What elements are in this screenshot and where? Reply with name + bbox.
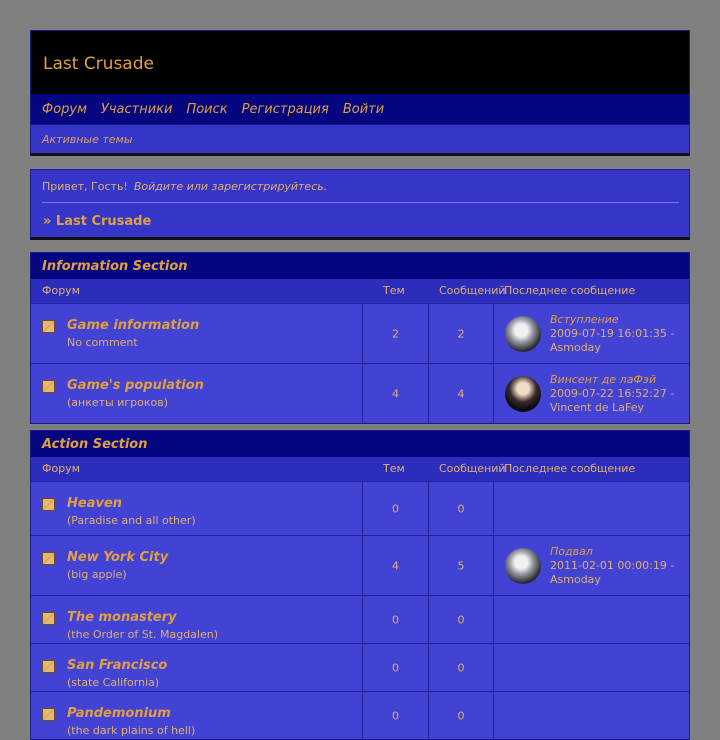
forum-envelope-icon[interactable] — [42, 380, 55, 393]
posts-count: 0 — [457, 613, 465, 626]
last-post-topic[interactable]: Винсент де лаФэй — [550, 373, 657, 386]
last-post-topic[interactable]: Вступление — [550, 313, 619, 326]
login-register-link[interactable]: Войдите или зарегистрируйтесь. — [133, 180, 328, 193]
column-headers — [31, 457, 689, 481]
col-posts: Сообщений — [439, 462, 506, 475]
posts-count: 5 — [457, 559, 465, 572]
forum-name-link[interactable]: Heaven — [67, 496, 123, 511]
topics-count: 4 — [392, 559, 399, 572]
forum-cell — [31, 304, 362, 363]
greeting-text: Привет, Гость! — [42, 180, 128, 193]
nav-search[interactable]: Поиск — [186, 101, 228, 117]
topics-count: 4 — [392, 387, 399, 400]
forum-name-link[interactable]: Game information — [67, 318, 200, 333]
posts-cell — [428, 596, 493, 643]
forum-row — [31, 303, 689, 363]
nav-register[interactable]: Регистрация — [241, 101, 329, 117]
forum-envelope-icon[interactable] — [42, 612, 55, 625]
last-post-cell — [493, 692, 691, 739]
forum-name-link[interactable]: The monastery — [67, 610, 177, 625]
topics-count: 0 — [392, 502, 399, 515]
forum-row — [31, 595, 689, 643]
last-post-date: 2009-07-22 16:52:27 - — [550, 387, 675, 400]
forum-cell — [31, 482, 362, 535]
topics-cell — [362, 304, 428, 363]
forum-row — [31, 691, 689, 739]
forum-cell — [31, 596, 362, 643]
site-header — [30, 30, 690, 94]
topics-count: 0 — [392, 661, 399, 674]
posts-cell — [428, 482, 493, 535]
forum-description: (Paradise and all other) — [67, 514, 196, 527]
forum-name-link[interactable]: Game's population — [67, 378, 204, 393]
forum-cell — [31, 536, 362, 595]
welcome-greeting — [42, 180, 327, 193]
divider — [42, 202, 679, 203]
forum-envelope-icon[interactable] — [42, 552, 55, 565]
col-last-post: Последнее сообщение — [504, 284, 636, 297]
user-avatar[interactable] — [505, 316, 541, 352]
last-post-user[interactable]: Vincent de LaFey — [550, 401, 645, 414]
posts-count: 2 — [457, 327, 465, 340]
forum-description: (big apple) — [67, 568, 127, 581]
page-container — [30, 30, 690, 737]
forum-description: No comment — [67, 336, 138, 349]
forum-description: (the Order of St. Magdalen) — [67, 628, 219, 641]
topics-cell — [362, 596, 428, 643]
last-post-user[interactable]: Asmoday — [550, 341, 601, 354]
col-topics: Тем — [383, 284, 405, 297]
last-post-cell — [493, 644, 691, 691]
posts-cell — [428, 644, 493, 691]
col-last-post: Последнее сообщение — [504, 462, 636, 475]
section-title: Action Section — [31, 431, 689, 457]
last-post-date: 2011-02-01 00:00:19 - — [550, 559, 675, 572]
topics-cell — [362, 536, 428, 595]
forum-description: (the dark plains of hell) — [67, 724, 196, 737]
posts-cell — [428, 304, 493, 363]
topics-count: 0 — [392, 613, 399, 626]
active-topics-link[interactable]: Активные темы — [42, 132, 133, 146]
last-post-meta — [550, 387, 674, 415]
last-post-meta — [550, 559, 674, 587]
welcome-box — [30, 169, 690, 240]
posts-count: 0 — [457, 502, 465, 515]
forum-envelope-icon[interactable] — [42, 320, 55, 333]
nav-login[interactable]: Войти — [342, 101, 385, 117]
posts-count: 0 — [457, 709, 465, 722]
forum-row — [31, 535, 689, 595]
forum-row — [31, 363, 689, 423]
forum-row — [31, 481, 689, 535]
last-post-meta — [550, 327, 674, 355]
user-avatar[interactable] — [505, 376, 541, 412]
site-title[interactable]: Last Crusade — [43, 54, 154, 74]
last-post-cell — [493, 536, 691, 595]
nav-users[interactable]: Участники — [100, 101, 173, 117]
forum-section — [30, 430, 690, 740]
topics-count: 0 — [392, 709, 399, 722]
forum-cell — [31, 364, 362, 423]
last-post-user[interactable]: Asmoday — [550, 573, 601, 586]
last-post-cell — [493, 304, 691, 363]
section-title: Information Section — [31, 253, 689, 279]
forum-cell — [31, 692, 362, 739]
forum-row — [31, 643, 689, 691]
col-posts: Сообщений — [439, 284, 506, 297]
topics-cell — [362, 364, 428, 423]
forum-description: (анкеты игроков) — [67, 396, 169, 409]
posts-cell — [428, 692, 493, 739]
forum-envelope-icon[interactable] — [42, 498, 55, 511]
forum-name-link[interactable]: New York City — [67, 550, 169, 565]
last-post-cell — [493, 482, 691, 535]
forum-description: (state California) — [67, 676, 160, 689]
forum-envelope-icon[interactable] — [42, 708, 55, 721]
posts-cell — [428, 536, 493, 595]
topics-cell — [362, 692, 428, 739]
forum-envelope-icon[interactable] — [42, 660, 55, 673]
forum-cell — [31, 644, 362, 691]
forum-name-link[interactable]: San Francisco — [67, 658, 168, 673]
column-headers — [31, 279, 689, 303]
user-avatar[interactable] — [505, 548, 541, 584]
posts-cell — [428, 364, 493, 423]
col-forum: Форум — [42, 462, 80, 475]
last-post-topic[interactable]: Подвал — [550, 545, 593, 558]
last-post-cell — [493, 596, 691, 643]
sub-nav — [30, 124, 690, 156]
last-post-date: 2009-07-19 16:01:35 - — [550, 327, 675, 340]
forum-name-link[interactable]: Pandemonium — [67, 706, 171, 721]
topics-cell — [362, 644, 428, 691]
col-topics: Тем — [383, 462, 405, 475]
nav-forum[interactable]: Форум — [42, 101, 87, 117]
last-post-cell — [493, 364, 691, 423]
posts-count: 0 — [457, 661, 465, 674]
breadcrumb[interactable]: » Last Crusade — [43, 214, 152, 229]
forum-section — [30, 252, 690, 424]
col-forum: Форум — [42, 284, 80, 297]
posts-count: 4 — [457, 387, 465, 400]
main-nav — [30, 94, 690, 124]
topics-cell — [362, 482, 428, 535]
topics-count: 2 — [392, 327, 399, 340]
